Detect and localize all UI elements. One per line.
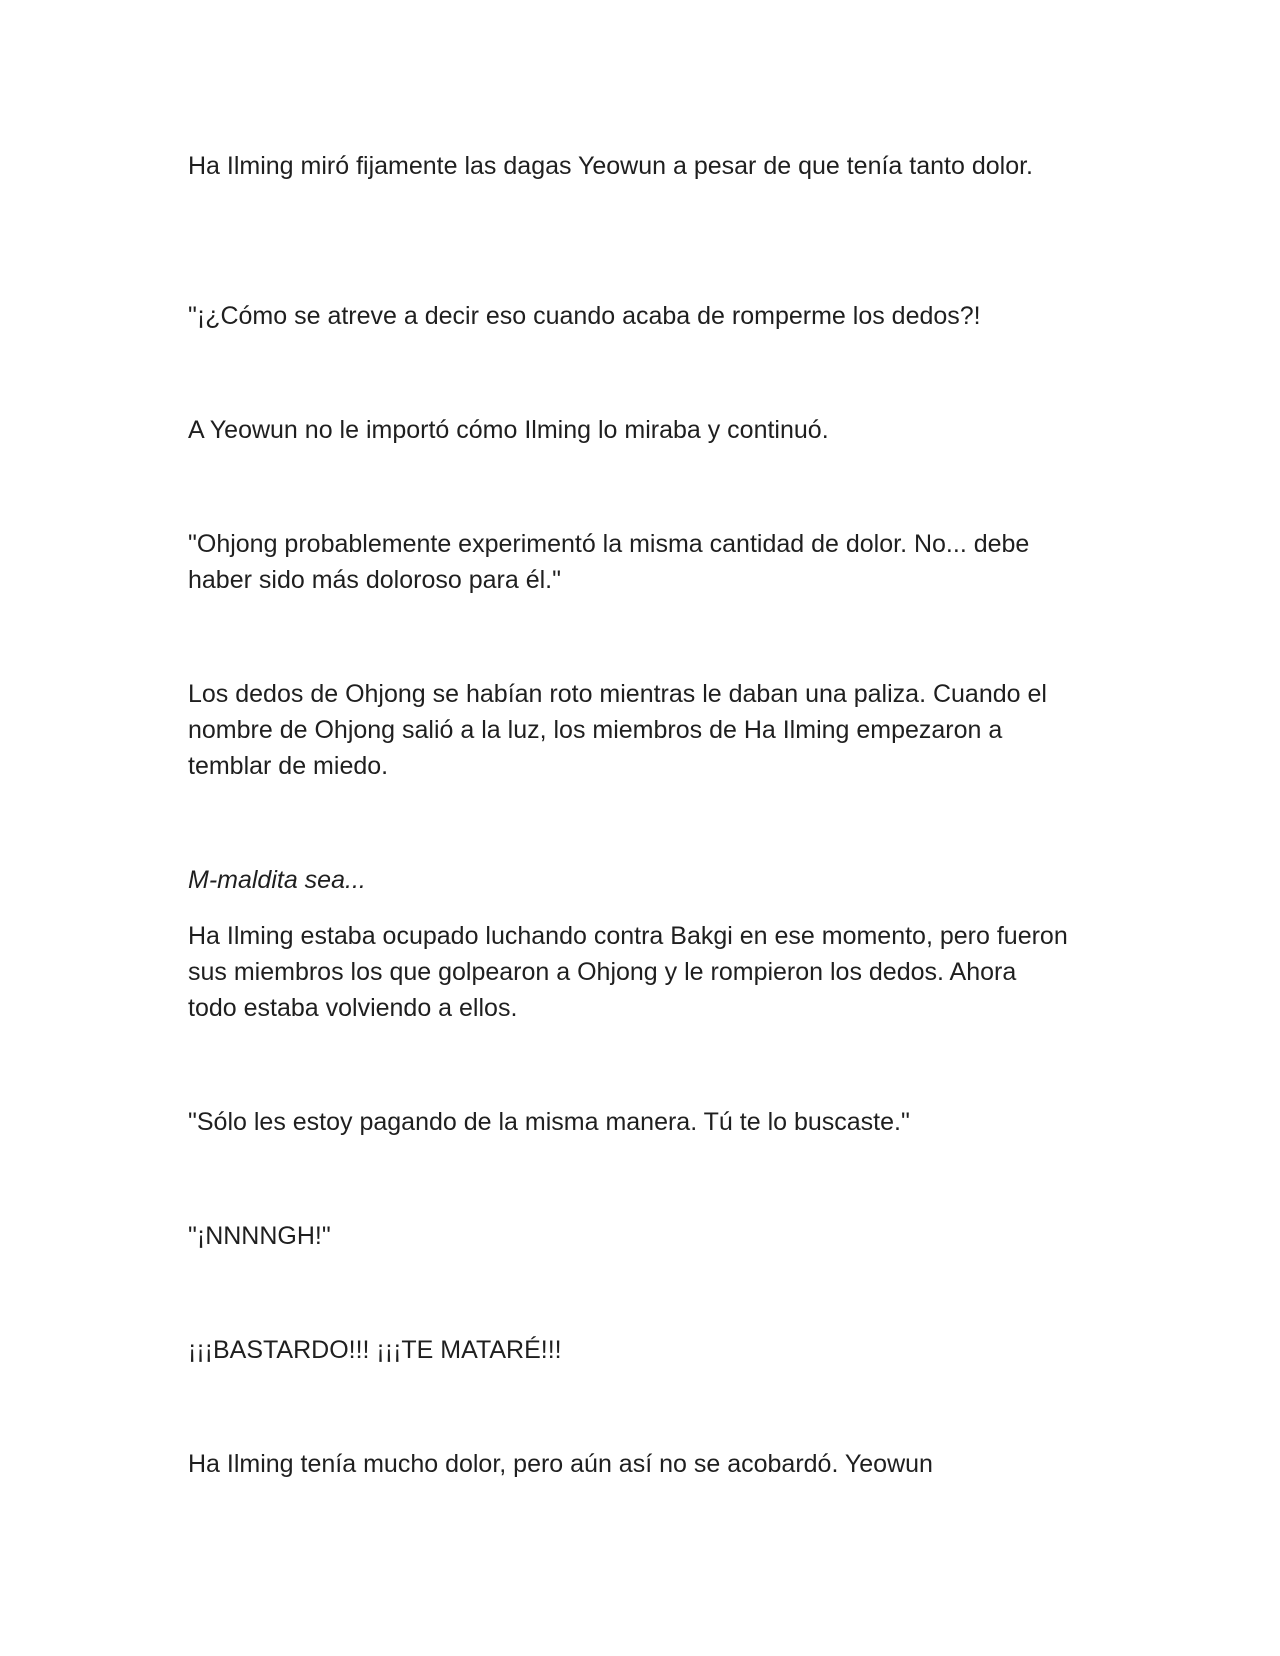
paragraph-2: "¡¿Cómo se atreve a decir eso cuando acaba de romperme los dedos?!	[188, 302, 981, 330]
paragraph-3: A Yeowun no le importó cómo Ilming lo miraba y continuó.	[188, 416, 829, 444]
paragraph-1: Ha Ilming miró fijamente las dagas Yeowun a pesar de que tenía tanto dolor.	[188, 152, 1033, 180]
paragraph-8: "Sólo les estoy pagando de la misma manera. Tú te lo buscaste."	[188, 1108, 910, 1136]
paragraph-7: Ha Ilming estaba ocupado luchando contra Bakgi en ese momento, pero fueron sus miembros los que golpearon a Ohjong y le rompieron los dedos. Ahora todo estaba volviendo a ellos.	[188, 922, 1068, 1022]
paragraph-10: ¡¡¡BASTARDO!!! ¡¡¡TE MATARÉ!!!	[188, 1336, 562, 1364]
paragraph-5: Los dedos de Ohjong se habían roto mientras le daban una paliza. Cuando el nombre de Ohjong salió a la luz, los miembros de Ha Ilming empezaron a temblar de miedo.	[188, 680, 1047, 780]
paragraph-9: "¡NNNNGH!"	[188, 1222, 331, 1250]
paragraph-11: Ha Ilming tenía mucho dolor, pero aún así no se acobardó. Yeowun	[188, 1450, 933, 1478]
paragraph-6-italic: M-maldita sea...	[188, 866, 366, 894]
paragraph-4: "Ohjong probablemente experimentó la misma cantidad de dolor. No... debe haber sido más doloroso para él."	[188, 530, 1030, 594]
